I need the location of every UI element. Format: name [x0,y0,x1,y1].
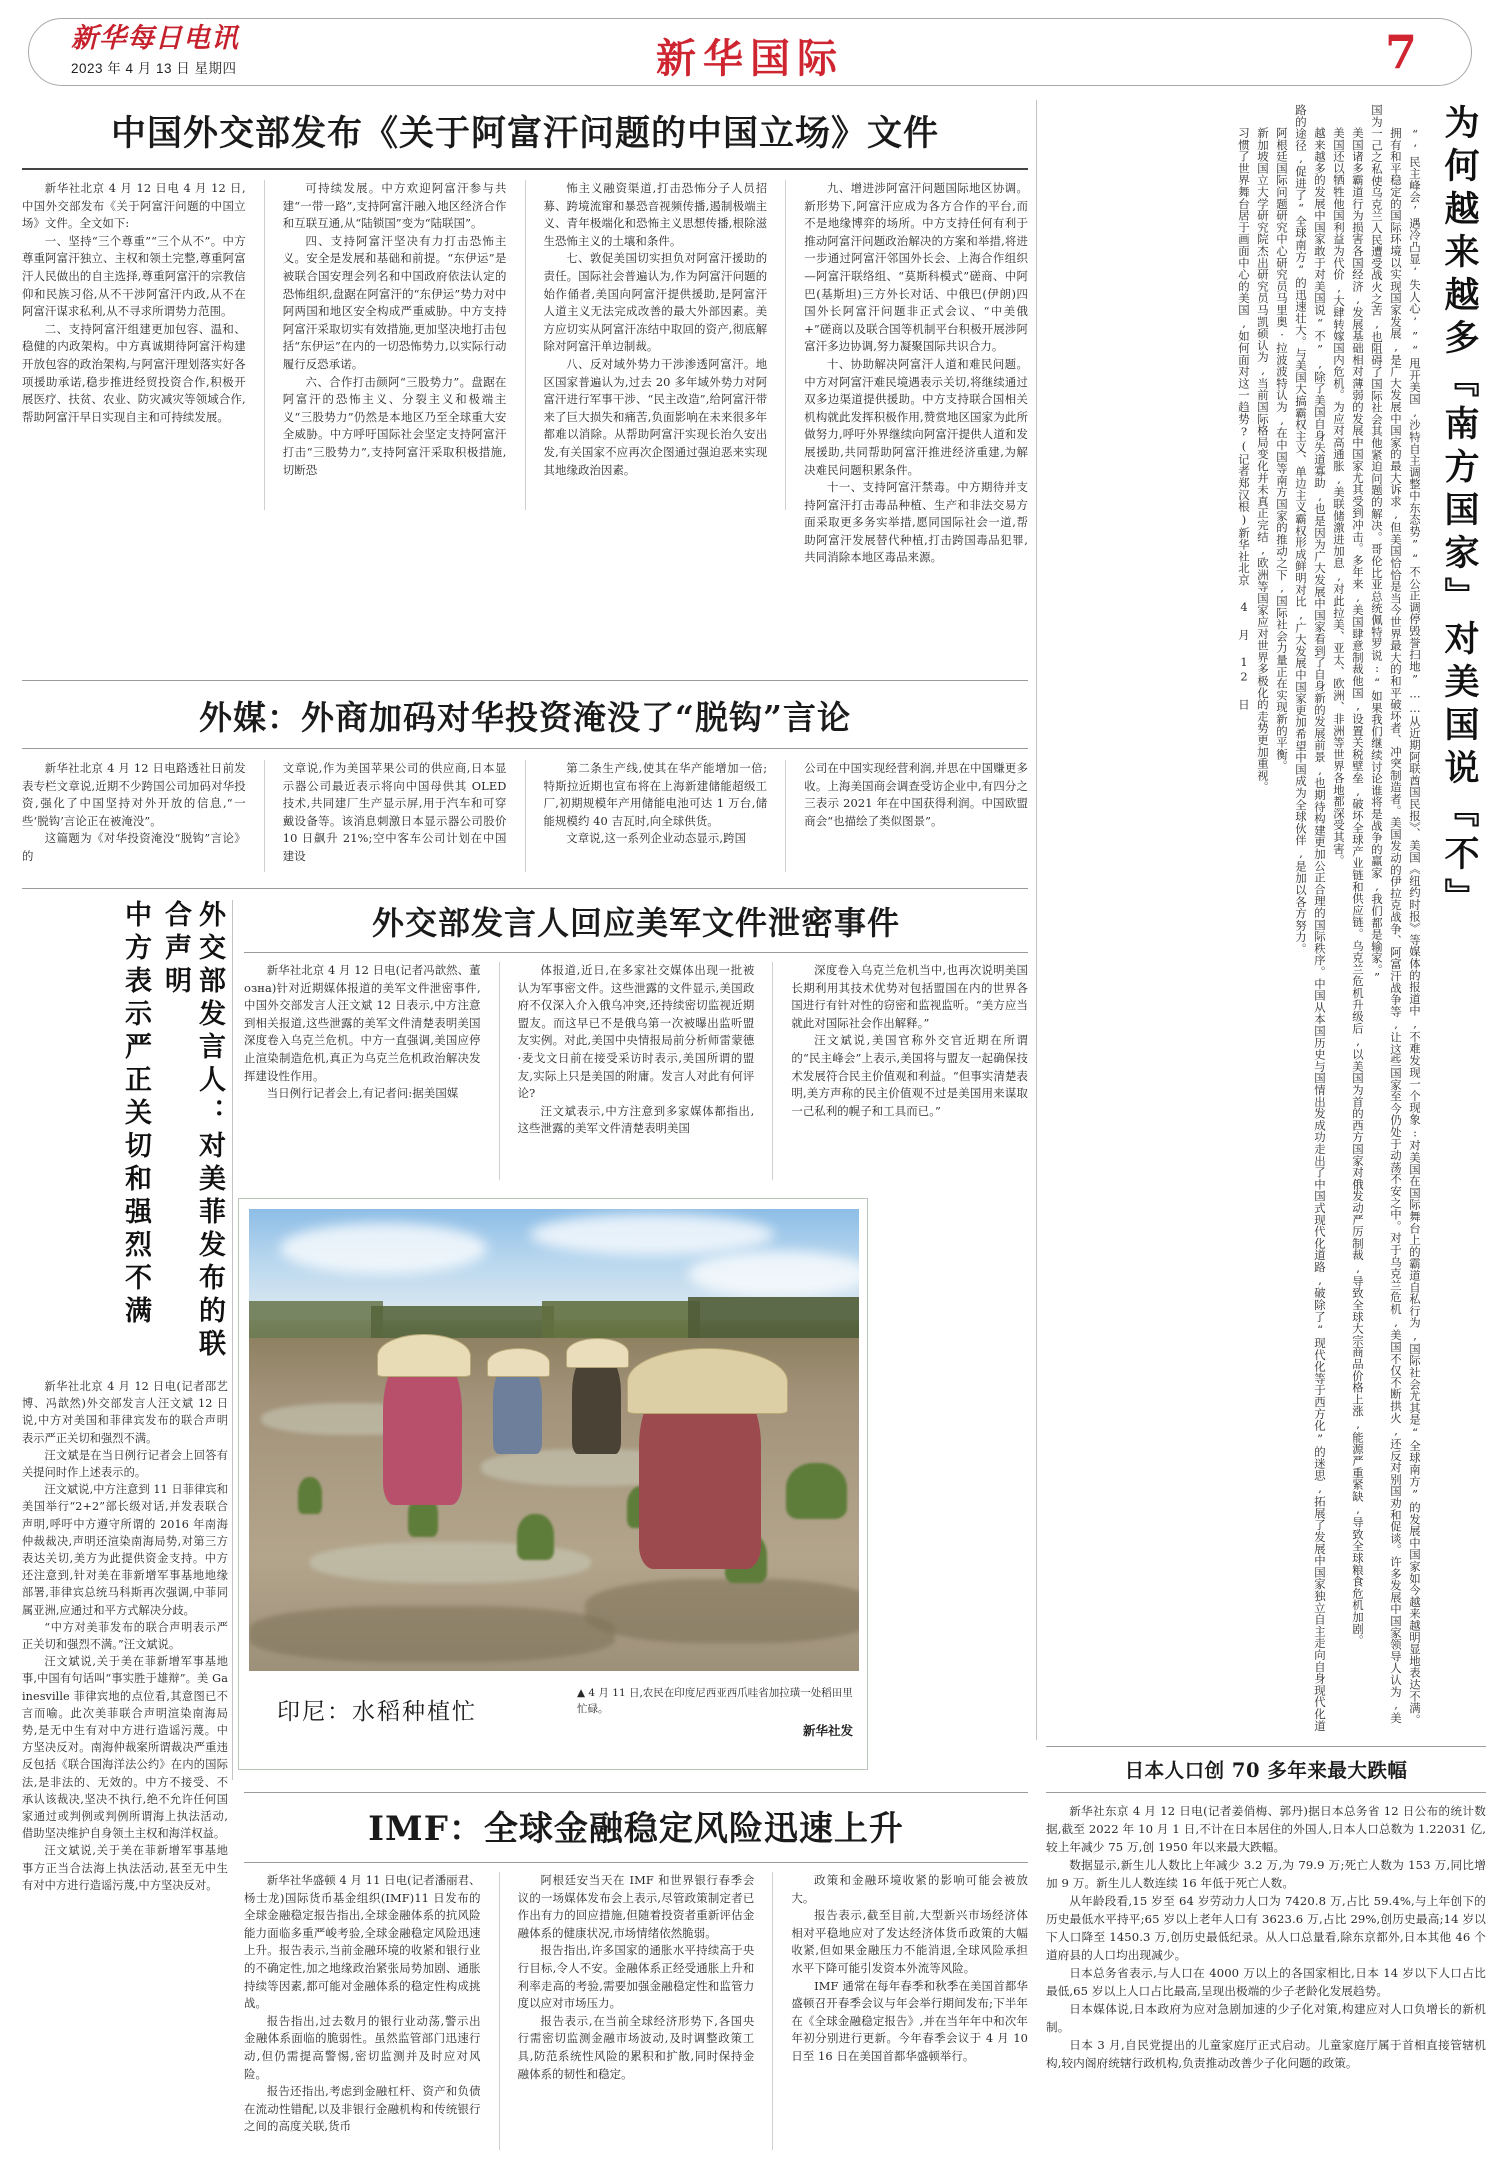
leak-columns [244,962,1028,1180]
article-mofa [22,900,230,1892]
photo-treeline [371,1306,554,1338]
photo-conical-hat [377,1334,471,1378]
article-japan [1046,1756,1486,1786]
divider [244,1862,1028,1863]
column-text: 深度卷入乌克兰危机当中,也再次说明美国长期利用其技术优势对包括盟国在内的世界各国进行有针对性的窃密和监视监听。“美方应当就此对国际社会作出解释。” 汪文斌说,美国官称外交官近期在所谓的“民主峰会”上表示,美国将与盟友一起确保技术发展符合民主价值观和利益。“但事实清楚表明,美方声称的民主价值观不过是美国用来谋取一己私利的幌子和工具而已。” [791,963,1029,1118]
headline-japan: 日本人口创 70 多年来最大跌幅 [1124,1759,1408,1782]
photo-cloud [688,1251,859,1297]
paper-logo: 新华每日电讯 [71,23,239,54]
photo-cloud [530,1214,774,1256]
column-text: 新华社北京 4 月 12 日电路透社日前发表专栏文章说,近期不少跨国公司加码对华投资,强化了中国坚持对外开放的信息,“一些‘脱钩’言论正在被淹没”。 这篇题为《对华投资淹没“脱钩”言论》的 [22,761,246,863]
photo-conical-hat [566,1338,629,1368]
divider [244,952,1028,953]
column-text: 九、增进涉阿富汗问题国际地区协调。新形势下,阿富汗应成为各方合作的平台,而不是地缘博弈的场所。中方支持任何有利于推动阿富汗问题政治解决的方案和举措,将进一步通过阿富汗邻国外长会、上海合作组织—阿富汗联络组、“莫斯科模式”磋商、中阿巴(基斯坦)三方外长对话、中俄巴(伊朗)四国外长阿富汗问题非正式会议、“中美俄+”磋商以及联合国等机制平台积极开展涉阿富汗多边协调,努力凝聚国际共识合力。 十、协助解决阿富汗人道和难民问题。中方对阿富汗难民境遇表示关切,将继续通过双多边渠道提供援助。中方支持联合国相关机构就此发挥积极作用,赞赏地区国家为此所做努力,呼吁外界继续向阿富汗提供人道和发展援助,共同帮助阿富汗推进经济重建,为解决难民问题积累条件。 十一、支持阿富汗禁毒。中方期待并支持阿富汗打击毒品种植、生产和非法交易方面采取更多务实举措,愿同国际社会一道,帮助阿富汗发展替代种植,打击跨国毒品犯罪,共同消除本地区毒品来源。 [804,181,1028,565]
headline-imf: IMF：全球金融稳定风险迅速上升 [368,1809,904,1849]
photo-seedling [298,1477,322,1514]
photo-conical-hat [487,1348,550,1378]
divider [22,888,1028,889]
headline-afghanistan: 中国外交部发布《关于阿富汗问题的中国立场》文件 [110,113,939,154]
photo-conical-hat [627,1348,788,1415]
photo-treeline [688,1297,859,1339]
column-text: 公司在中国实现经营利润,并思在中国赚更多收。上海美国商会调查受访企业中,有四分之三表示 2021 年在中国获得利润。中国欧盟商会“也描绘了类似图景”。 [804,761,1028,828]
column-text: 第二条生产线,使其在华产能增加一倍;特斯拉近期也宣布将在上海新建储能超级工厂,初期规模年产用储能电池可达 1 万台,储能规模约 40 吉瓦时,向全球供货。 文章说,这一系列企业动态显示,跨国 [543,761,768,846]
column-text: 体报道,近日,在多家社交媒体出现一批被认为军事密文件。这些泄露的文件显示,美国政府不仅深入介入俄乌冲突,还持续密切监视近期盟友。而这早已不是俄乌第一次被曝出监听盟友实例。对此,美国中央情报局前分析师雷蒙德·麦戈文日前在接受采访时表示,美国所谓的盟友,实际上只是美国的附庸。发言人对此有何评论? 汪文斌表示,中方注意到多家媒体都指出,这些泄露的美军文件清楚表明美国 [517,963,755,1136]
photo-image [249,1209,859,1671]
column-text: 新华社东京 4 月 12 日电(记者姜俏梅、郭丹)据日本总务省 12 日公布的统计数据,截至 2022 年 10 月 1 日,不计在日本居住的外国人,日本人口总数为 1.22031 亿,较上年减少 75 万,创 1950 年以来最大跌幅。 数据显示,新生儿人数比上年减少 3.2 万,为 79.9 万;死亡人数为 153 万,同比增加 9 万。新生儿人数连续 16 年低于死亡人数。 从年龄段看,15 岁至 64 岁劳动力人口为 7420.8 万,占比 59.4%,与上年创下的历史最低水平持平;65 岁以上老年人口有 3623.6 万,占比 29%,创历史最高;14 岁以下人口降至 1450.3 万,创历史最低纪录。从人口总量看,除东京都外,日本其他 46 个道府县的人口均出现减少。 日本总务省表示,与人口在 4000 万以上的各国家相比,日本 14 岁以下人口占比最低,65 岁以上人口占比最高,呈现出极端的少子老龄化发展趋势。 日本媒体说,日本政府为应对急剧加速的少子化对策,构建应对人口负增长的新机制。 日本 3 月,自民党提出的儿童家庭厅正式启动。儿童家庭厅属于首相直接管辖机构,较内阁府统辖行政机构,负责推动改善少子化问题的政策。 [1046,1804,1486,2070]
photo-cloud [280,1223,487,1274]
article-leak [244,898,1028,948]
column-text: 怖主义融资渠道,打击恐怖分子人员招募、跨境流窜和暴恐音视频传播,遏制极端主义、青年极端化和恐怖主义思想传播,根除滋生恐怖主义的土壤和条件。 七、敦促美国切实担负对阿富汗援助的责任。国际社会普遍认为,作为阿富汗问题的始作俑者,美国向阿富汗提供援助,是阿富汗人道主义无法完成改善的最大外部因素。美方应切实从阿富汗冻结中取回的资产,彻底解除对阿富汗单边制裁。 八、反对域外势力干涉渗透阿富汗。地区国家普遍认为,过去 20 多年域外势力对阿富汗进行军事干涉、“民主改造”,给阿富汗带来了巨大损失和痛苦,负面影响在未来很多年都难以消除。从帮助阿富汗实现长治久安出发,有关国家不应再次企图通过强迫恶来实现其地缘政治因素。 [543,181,768,477]
article-imf [244,1802,1028,1856]
photo-caption: ▲ 4 月 11 日,农民在印度尼西亚西爪哇省加拉璜一处稻田里忙碌。 [577,1687,853,1715]
headline-leak: 外交部发言人回应美军文件泄密事件 [371,904,900,942]
column-text: “‘民主峰会’遇冷凸显‘失人心’”“甩开美国,沙特自主调整中东态势”“不公正调停毁誉扫地”……从近期阿联酋国民报》、美国《纽约时报》等媒体的报道中,不难发现一个现象:对美国在国际舞台上的霸道自私行为,国际社会尤其是“全球南方”的发展中国家如今越来越明显地表达不满。 拥有和平稳定的国际环境以实现国家发展,是广大发展中国家的最大诉求,但美国恰恰是当今世界最大的和平破坏者、冲突制造者。美国发动的伊拉克战争、阿富汗战争等,让这些国家至今仍处于动荡不安之中。对于乌克兰危机,美国不仅不断拱火,还反对别国劝和促谈。许多发展中国家领导人认为,美国为一己之私使乌克兰人民遭受战火之苦,也阻碍了国际社会其他紧迫问题的解决。哥伦比亚总统佩特罗说:“如果我们继续讨论谁将是战争的赢家,我们都是输家。” 美国诸多霸道行为损害各国经济,发展基础相对薄弱的发展中国家尤其受到冲击。多年来,美国肆意制裁他国,设置关税壁垒,破坏全球产业链和供应链。乌克兰危机升级后,以美国为首的西方国家对俄发动严厉制裁,导致全球大宗商品价格上涨,能源严重紧缺,导致全球粮食危机加剧。 美国还以牺牲他国利益为代价,大肆转嫁国内危机。为应对高通胀,美联储激进加息,对此拉美、亚太、欧洲、非洲等世界各地都深受其害。 越来越多的发展中国家敢于对美国说“不”,除了美国自身失道寡助,也是因为广大发展中国家看到了自身新的发展前景,也期待构建更加公正合理的国际秩序。中国从本国历史与国情出发成功走出了中国式现代化道路,破除了“现代化等于西方化”的迷思,拓展了发展中国家独立自主走向自身现代化道路的途径,促进了“全球南方”的迅速壮大。与美国大搞霸权主义、单边主义霸权形成鲜明对比,广大发展中国家更加希望中国成为全球伙伴,是加以各方努力。 阿根廷国际问题研究中心研究员马里奥·拉波波特认为,在中国等南方国家的推动之下,国际社会力量正在实现新的平衡。 新加坡国立大学研究院杰出研究员马凯硕认为,当前国际格局变化并未真正完结,欧洲等国家应对世界多极化的走势更加重视。 习惯了世界舞台居于画面中心的美国,如何面对这一趋势?(记者郑汉根)新华社北京 4 月 12 日 [1237,104,1422,1732]
photo-caption-row [249,1677,859,1757]
headline-decoupling: 外媒：外商加码对华投资淹没了“脱钩”言论 [199,698,851,737]
page-number: 7 [1384,25,1417,79]
divider [1046,1746,1486,1747]
article-south [1046,104,1486,1734]
headline-south: 为何越来越多『南方国家』对美国说『不』 [1439,104,1480,921]
divider [22,748,1028,749]
headline-mofa-inner: 中方表示严正关切和强烈不满 [120,900,151,1329]
divider [22,168,1028,170]
photo-mud [585,1579,860,1644]
decoupling-columns [22,760,1028,872]
photo-agency: 新华社发 [802,1723,853,1738]
column-text: 政策和金融环境收紧的影响可能会被放大。 报告表示,截至目前,大型新兴市场经济体相对平稳地应对了发达经济体货币政策的大幅收紧,但如果金融压力不能消退,全球风险承担水平下降可能引发资本外流等风险。 IMF 通常在每年春季和秋季在美国首都华盛顿召开春季会议与年会举行期间发布;下半年在《全球金融稳定报告》,并在当年年中和次年年初分别进行更新。今年春季会议于 4 月 10 日至 16 日在美国首都华盛顿举行。 [791,1873,1029,2063]
article-afghanistan [20,108,1030,160]
column-text: 文章说,作为美国苹果公司的供应商,日本显示器公司最近表示将向中国母供其 OLED 技术,共同建厂生产显示屏,用于汽车和可穿戴设备等。该消息刺激日本显示器公司股价 10 日飙升 21%;空中客车公司计划在中国建设 [282,761,507,863]
column-text: 新华社北京 4 月 12 日电(记者邵艺博、冯歆然)外交部发言人汪文斌 12 日说,中方对美国和菲律宾发布的联合声明表示严正关切和强烈不满。 汪文斌是在当日例行记者会上回答有关提问时作上述表示的。 汪文斌说,中方注意到 11 日菲律宾和美国举行“2+2”部长级对话,并发表联合声明,呼吁中方遵守所谓的 2016 年南海仲裁裁决,声明还渲染南海局势,对第三方表达关切,美方为此提供资金支持。中方还注意到,针对美在菲新增军事基地地缘部署,菲律宾总统马科斯再次强调,中菲同属亚洲,应通过和平方式解决分歧。 “中方对美菲发布的联合声明表示严正关切和强烈不满。”汪文斌说。 汪文斌说,关于美在菲新增军事基地事,中国有句话叫“事实胜于雄辩”。美 Gainesville 菲律宾地的点位看,其意图已不言而喻。此次美菲联合声明渲染南海局势,是无中生有对中方进行造谣污蔑。中方坚决反对。南海仲裁案所谓裁决严重违反包括《联合国海洋法公约》在内的国际法,是非法的、无效的。中方不接受、不承认该裁决,坚决不执行,绝不允许任何国家通过或判例或判例所谓海上执法活动,借助坚决维护自身领土主权和海洋权益。 汪文斌说,关于美在菲新增军事基地事方正当合法海上执法活动,甚至无中生有对中方进行造谣污蔑,中方坚决反对。 [22,1380,228,1892]
column-text: 可持续发展。中方欢迎阿富汗参与共建“一带一路”,支持阿富汗融入地区经济合作和互联互通,从“陆锁国”变为“陆联国”。 四、支持阿富汗坚决有力打击恐怖主义。安全是发展和基础和前提。“东伊运”是被联合国安理会列名和中国政府依法认定的恐怖组织,盘踞在阿富汗的“东伊运”势力对中阿两国和地区安全构成严重威胁。中方支持阿富汗采取切实有效措施,更加坚决地打击包括“东伊运”在内的一切恐怖势力,以实际行动履行反恐承诺。 六、合作打击颜阿“三股势力”。盘踞在阿富汗的恐怖主义、分裂主义和极端主义“三股势力”仍然是本地区乃至全球重大安全威胁。中方呼吁国际社会坚定支持阿富汗打击“三股势力”,支持阿富汗采取积极措施,切断恐 [282,181,507,477]
column-text: 阿根廷安当天在 IMF 和世界银行春季会议的一场媒体发布会上表示,尽管政策制定者已作出有力的回应措施,但随着投资者重新评估金融体系的健康状况,市场情绪依然脆弱。 报告指出,许多国家的通胀水平持续高于央行目标,令人不安。金融体系正经受通胀上升和利率走高的考验,需要加强金融稳定性和监管力度以应对市场压力。 报告表示,在当前全球经济形势下,各国央行需密切监测金融市场波动,及时调整政策工具,防范系统性风险的累积和扩散,同时保持金融体系的韧性和稳定。 [517,1873,755,2081]
divider [1046,1792,1486,1793]
photo-mud [249,1606,615,1661]
imf-columns [244,1872,1028,2150]
divider [244,1792,1028,1793]
column-text: 新华社北京 4 月 12 日电 4 月 12 日,中国外交部发布《关于阿富汗问题的中国立场》文件。全文如下: 一、坚持“三个尊重”“三个从不”。中方尊重阿富汗独立、主权和领土完整,尊重阿富汗人民做出的自主选择,尊重阿富汗的宗教信仰和民族习俗,从不干涉阿富汗内政,从不在阿富汗谋求私利,从不寻求所谓势力范围。 二、支持阿富汗组建更加包容、温和、稳健的内政架构。中方真诚期待阿富汗构建开放包容的政治架构,与阿富汗理划落实好各项援助承诺,稳步推进经贸投资合作,积极开展医疗、扶贫、农业、防灾减灾等领域合作,帮助阿富汗早日实现自主和可持续发展。 [22,181,246,424]
column-text: 新华社华盛顿 4 月 11 日电(记者潘丽君、杨士龙)国际货币基金组织(IMF)11 日发布的全球金融稳定报告指出,全球金融体系的抗风险能力面临多重严峻考验,全球金融稳定风险迅速上升。报告表示,当前金融环境的收紧和银行业的不确定性,加之地缘政治紧张局势加剧、通胀持续等因素,都可能对金融体系的稳定性构成挑战。 报告指出,过去数月的银行业动荡,警示出金融体系面临的脆弱性。虽然监管部门迅速行动,但仍需提高警惕,密切监测并及时应对风险。 报告还指出,考虑到金融杠杆、资产和负债在流动性错配,以及非银行金融机构和传统银行之间的高度关联,货币 [244,1873,481,2134]
section-title: 新华国际 [656,35,844,82]
photo-seedling [517,1514,554,1560]
photo-seedling [786,1463,847,1518]
headline-mofa-outer: 外交部发言人：对美菲发布的联合声明 [160,900,225,1362]
divider [22,680,1028,681]
photo-treeline [542,1301,701,1338]
photo-title: 印尼：水稻种植忙 [277,1699,477,1725]
afghanistan-columns [22,180,1028,565]
issue-date: 2023 年 4 月 13 日 星期四 [71,61,237,76]
masthead [28,18,1472,86]
photo-figure [238,1198,868,1770]
article-decoupling [22,692,1028,744]
column-text: 新华社北京 4 月 12 日电(记者冯歆然、董озна)针对近期媒体报道的美军文件泄密事件,中国外交部发言人汪文斌 12 日表示,中方注意到相关报道,这些泄露的美军文件清楚表明美国深度卷入乌克兰危机。中方一直强调,美国应停止渲染制造危机,真正为乌克兰危机政治解决发挥建设性作用。 当日例行记者会上,有记者问:据美国媒 [244,963,481,1101]
photo-treeline [249,1301,383,1343]
